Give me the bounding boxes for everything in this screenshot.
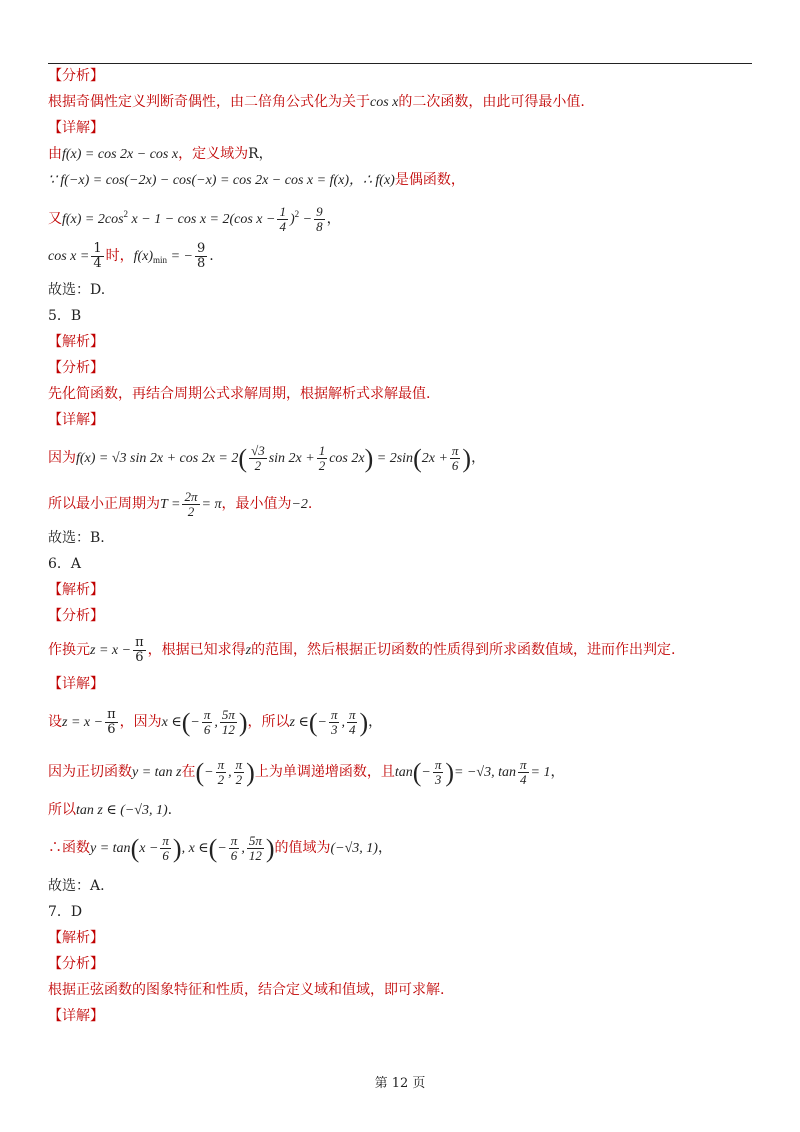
- q4-answer: 故选：D.: [48, 282, 106, 298]
- q6-analysis-text: 作换元z = x − $\frac{\pi}{6}$ ，根据已知求得z的范围，然后根据正切函数的性质得到所求函数值域，进而作出判定.: [48, 634, 676, 665]
- q6-detail-tag: 【详解】: [48, 676, 104, 692]
- q6-answer: 故选：A.: [48, 878, 105, 894]
- q6-analysis-tag: 【分析】: [48, 608, 104, 624]
- q6-line-1: 设z = x − $\frac{\pi}{6}$ ，因为x ∈(− $\frac{\pi}{6}$ , $\frac{5\pi}{12}$ )，所以z ∈(− $\frac{\pi}{3}$ , $\frac{\pi}{4}$ )，: [48, 706, 383, 738]
- q7-analysis-text: 根据正弦函数的图象特征和性质，结合定义域和值域，即可求解.: [48, 982, 445, 998]
- q5-analysis-text: 先化简函数，再结合周期公式求解周期，根据解析式求解最值.: [48, 386, 431, 402]
- q5-explain-tag: 【解析】: [48, 334, 104, 350]
- q5-answer: 故选：B.: [48, 530, 105, 546]
- q4-detail-tag: 【详解】: [48, 120, 104, 136]
- q4-analysis-tag: 【分析】: [48, 68, 104, 84]
- header-rule: [48, 63, 752, 64]
- q4-line-3: 又$f(x) = 2\cos^2$ x − 1 − cos x = 2(cos x − $\frac{1}{4}$ )$^2$ − $\frac{9}{8}$ ，: [48, 204, 341, 235]
- q7-detail-tag: 【详解】: [48, 1008, 104, 1024]
- q4-line-1: 由f(x) = cos 2x − cos x，定义域为R，: [48, 146, 273, 162]
- q6-explain-tag: 【解析】: [48, 582, 104, 598]
- q6-line-2: 因为正切函数y = tan z在(− $\frac{\pi}{2}$ , $\frac{\pi}{2}$ )上为单调递增函数，且tan(− $\frac{\pi}{3}$ )= −√3, tan $\frac{\pi}{4}$ = 1，: [48, 757, 565, 788]
- q5-line-1: 因为f(x) = √3 sin 2x + cos 2x = 2( $\frac{√3}{2}$ sin 2x + $\frac{1}{2}$ cos 2x) = 2sin(2x + $\frac{\pi}{6}$ )，: [48, 443, 486, 474]
- q6-line-3: 所以tan z ∈ (−√3, 1).: [48, 802, 173, 818]
- q5-line-2: 所以最小正周期为T = $\frac{2\pi}{2}$ = π，最小值为−2.: [48, 489, 313, 520]
- q5-detail-tag: 【详解】: [48, 412, 104, 428]
- q7-explain-tag: 【解析】: [48, 930, 104, 946]
- q6-line-4: ∴函数y = tan(x − $\frac{\pi}{6}$ ), x ∈(− $\frac{\pi}{6}$ , $\frac{5\pi}{12}$ )的值域为(−√3, 1)，: [48, 833, 392, 864]
- q5-analysis-tag: 【分析】: [48, 360, 104, 376]
- q4-line-2: ∵ f(−x) = cos(−2x) − cos(−x) = cos 2x − cos x = f(x)，∴ f(x)是偶函数，: [48, 172, 465, 188]
- solution-page: [48, 66, 753, 1026]
- q7-number: 7．D: [48, 904, 83, 920]
- q4-line-4: cos x = $\frac{1}{4}$ 时，$f(x)_{min}$ = − $\frac{9}{8}$ .: [48, 240, 214, 271]
- page-footer: 第 12 页: [374, 1076, 426, 1091]
- q6-number: 6．A: [48, 556, 82, 572]
- q4-analysis-text: 根据奇偶性定义判断奇偶性，由二倍角公式化为关于cos x的二次函数，由此可得最小值.: [48, 94, 585, 110]
- q7-analysis-tag: 【分析】: [48, 956, 104, 972]
- q5-number: 5．B: [48, 308, 82, 324]
